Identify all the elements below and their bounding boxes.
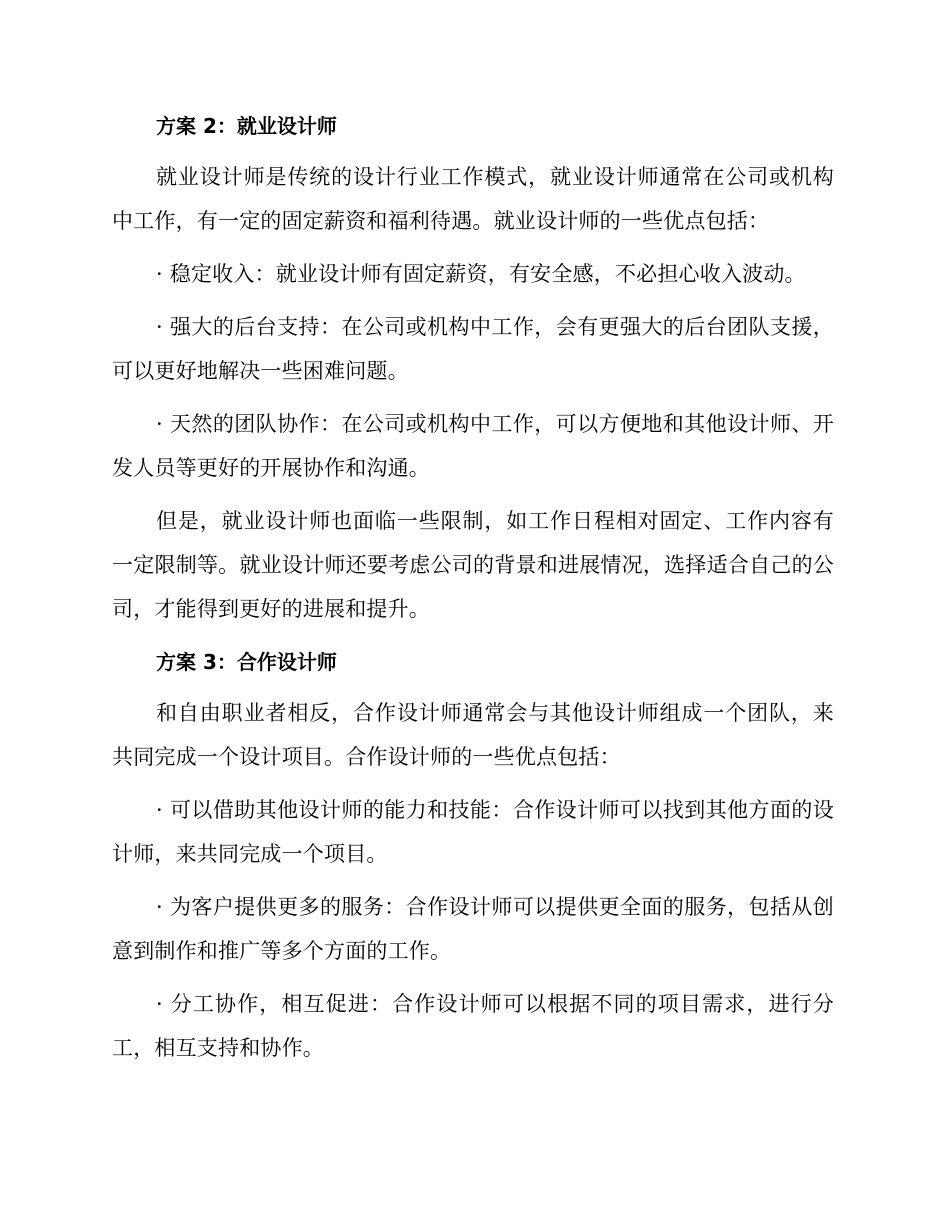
paragraph-plan-2-limits: 但是，就业设计师也面临一些限制，如工作日程相对固定、工作内容有一定限制等。就业设计师还要考虑公司的背景和进展情况，选择适合自己的公司，才能得到更好的进展和提升。 xyxy=(112,509,834,621)
spacer xyxy=(112,684,834,691)
bullet-leverage-skills: · 可以借助其他设计师的能力和技能：合作设计师可以找到其他方面的设计师，来共同完成一个项目。 xyxy=(112,798,834,866)
paragraph-plan-2-intro: 就业设计师是传统的设计行业工作模式，就业设计师通常在公司或机构中工作，有一定的固定薪资和福利待遇。就业设计师的一些优点包括： xyxy=(112,165,834,233)
spacer xyxy=(112,779,834,788)
spacer xyxy=(112,876,834,885)
spacer xyxy=(112,631,834,640)
bullet-backend-support: · 强大的后台支持：在公司或机构中工作，会有更强大的后台团队支援，可以更好地解决一些困难问题。 xyxy=(112,315,834,383)
bullet-division-of-labor: · 分工协作，相互促进：合作设计师可以根据不同的项目需求，进行分工，相互支持和协作。 xyxy=(112,992,834,1060)
spacer xyxy=(112,243,834,252)
section-heading-plan-3: 方案 3：合作设计师 xyxy=(156,650,337,674)
spacer xyxy=(112,296,834,305)
spacer xyxy=(112,973,834,982)
spacer xyxy=(112,490,834,499)
section-heading-plan-2: 方案 2：就业设计师 xyxy=(156,114,337,138)
spacer xyxy=(112,148,834,155)
bullet-team-collaboration: · 天然的团队协作：在公司或机构中工作，可以方便地和其他设计师、开发人员等更好的开展协作和沟通。 xyxy=(112,412,834,480)
document-page xyxy=(112,104,834,1070)
spacer xyxy=(112,393,834,402)
bullet-stable-income: · 稳定收入：就业设计师有固定薪资，有安全感，不必担心收入波动。 xyxy=(156,262,806,286)
bullet-more-services: · 为客户提供更多的服务：合作设计师可以提供更全面的服务，包括从创意到制作和推广等多个方面的工作。 xyxy=(112,895,834,963)
paragraph-plan-3-intro: 和自由职业者相反，合作设计师通常会与其他设计师组成一个团队，来共同完成一个设计项目。合作设计师的一些优点包括： xyxy=(112,701,834,769)
